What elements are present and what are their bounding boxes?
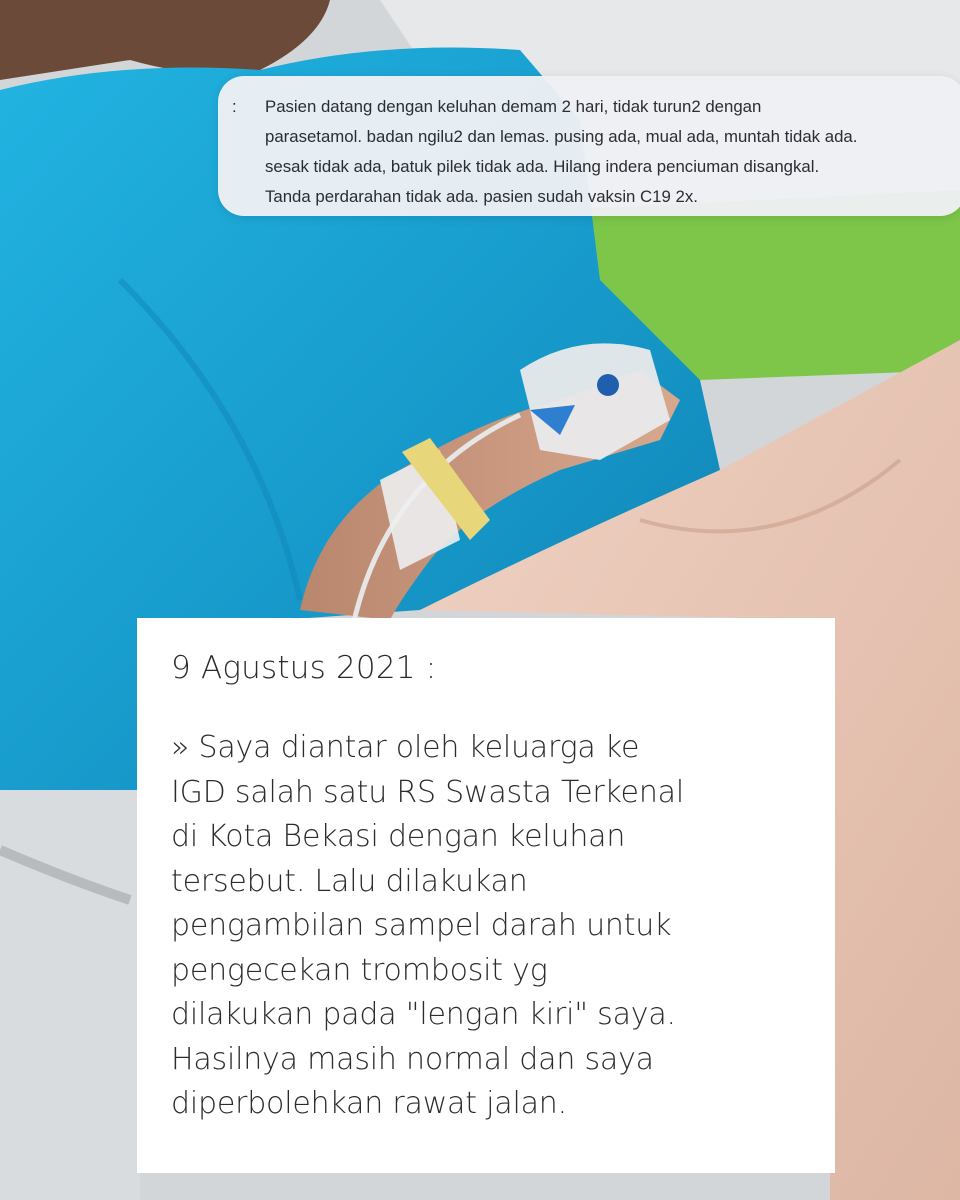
iv-port — [597, 374, 619, 396]
medical-note-card — [218, 76, 960, 216]
caption-card — [137, 618, 835, 1173]
note-colon: : — [232, 97, 237, 116]
caption-date: 9 Agustus 2021 : — [171, 650, 437, 686]
caption-body: » Saya diantar oleh keluarga ke IGD salah satu RS Swasta Terkenal di Kota Bekasi dengan keluhan tersebut. Lalu dilakukan pengambilan sampel darah untuk pengecekan trombosit yg dilakukan pada "lengan kiri" saya. Hasilnya masih normal dan saya diperbolehkan rawat jalan. — [171, 730, 684, 1121]
bed-rail — [0, 790, 140, 1200]
medical-note-text: Pasien datang dengan keluhan demam 2 hari, tidak turun2 dengan parasetamol. badan ngilu2 dan lemas. pusing ada, mual ada, muntah tidak ada. sesak tidak ada, batuk pilek tidak ada. Hilang indera penciuman disangkal. Tanda perdarahan tidak ada. pasien sudah vaksin C19 2x. — [265, 97, 858, 206]
